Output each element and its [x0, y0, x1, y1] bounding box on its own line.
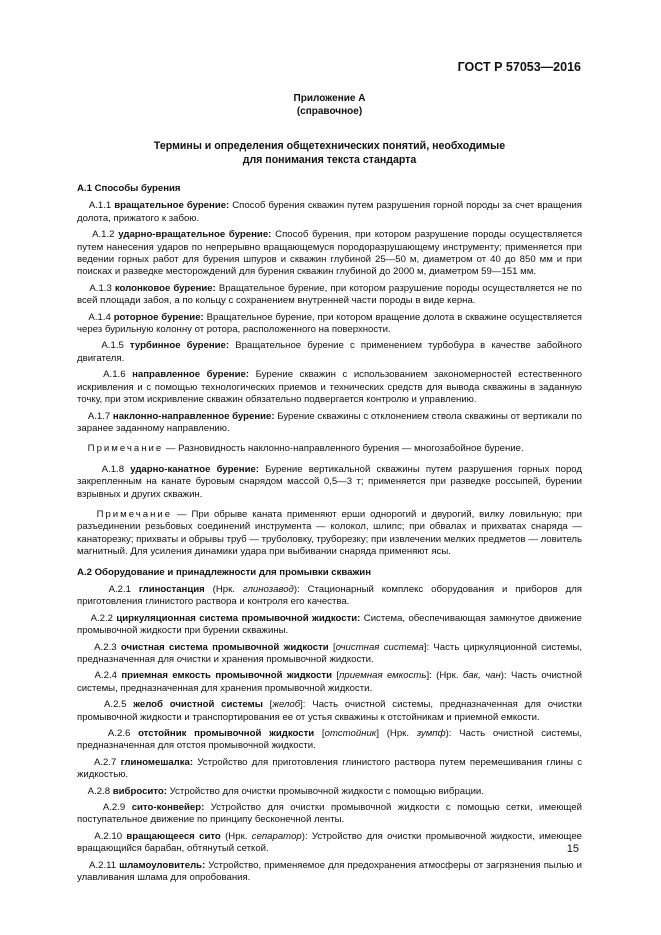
entry-number: А.2.4	[94, 670, 117, 682]
term-definition: Устройство для очистки промывочной жидкости с помощью вибрации.	[169, 785, 484, 797]
term-prefix: (Нрк.	[204, 583, 243, 595]
term-definition: Устройство для очистки промывочной жидкости с помощью сетки, имеющей поступательное движение по принципу бесконечной ленты.	[77, 802, 582, 826]
section-heading-a2: А.2 Оборудование и принадлежности для промывки скважин	[77, 566, 371, 578]
term-definition: Система, обеспечивающая замкнутое движение промывочной жидкости при бурении скважины.	[77, 612, 582, 637]
entry-number: А.2.5	[104, 699, 127, 711]
term-definition: ]: Часть очистной системы, предназначенная для очистки промывочной жидкости и транспортирования ее от устья скважины к отстойникам и приемной емкости.	[77, 699, 582, 723]
entry-number: А.2.11	[89, 859, 117, 871]
entry-number: А.2.8	[87, 785, 111, 797]
entry-number: А.1.5	[101, 340, 124, 352]
term-name: направленное бурение:	[132, 369, 250, 381]
term-synonym: зумпф	[416, 728, 446, 740]
term-name: глиностанция	[138, 583, 205, 595]
document-title-line-2: для понимания текста стандарта	[242, 154, 417, 166]
term-prefix: [	[332, 670, 340, 682]
term-entry-a1-4	[77, 312, 582, 337]
term-short-form: очистная система	[335, 641, 424, 653]
entry-number: А.1.1	[88, 200, 112, 212]
term-entry-a2-9	[77, 802, 582, 827]
term-definition: ): Часть очистной системы, предназначенная для отстоя промывочной жидкости.	[77, 728, 582, 752]
entry-number: А.1.3	[89, 282, 112, 294]
term-entry-a1-2	[77, 229, 582, 279]
term-prefix: (Нрк.	[220, 830, 252, 842]
note-text: — Разновидность наклонно-направленного бурения — многозабойное бурение.	[163, 443, 524, 455]
term-name: приемная емкость промывочной жидкости	[121, 670, 333, 682]
term-short-form: отстойник	[324, 728, 377, 740]
term-entry-a2-6	[77, 728, 582, 753]
term-entry-a1-7	[77, 411, 582, 436]
term-definition: Вращательное бурение с применением турбобура в качестве забойного двигателя.	[77, 340, 582, 364]
note-2	[77, 509, 582, 559]
standard-designation: ГОСТ Р 57053—2016	[457, 60, 581, 74]
term-synonym: сепаратор	[251, 830, 302, 842]
term-entry-a1-5	[77, 340, 582, 365]
term-prefix: [	[262, 699, 273, 711]
term-definition: ]: Часть циркуляционной системы, предназначенная для очистки и хранения промывочной жидкости.	[77, 641, 582, 665]
term-entry-a2-4	[77, 670, 582, 695]
page-content	[77, 82, 582, 889]
entry-number: А.2.9	[102, 802, 126, 814]
term-definition: Бурение скважин с использованием закономерностей естественного искривления и с помощью технологических приемов и технических средств для вывода скважины в заданную точку, при этом искривление скважин обязательно подвергается контролю и управлению.	[77, 369, 583, 406]
term-name: наклонно-направленное бурение:	[112, 410, 275, 422]
term-name: роторное бурение:	[113, 311, 204, 323]
appendix-subtitle: (справочное)	[296, 106, 363, 117]
term-definition: ): Устройство для очистки промывочной жидкости, имеющее вращающийся барабан, обтянутый сеткой.	[77, 830, 582, 855]
term-entry-a2-5	[77, 699, 582, 724]
term-entry-a2-3	[77, 642, 582, 667]
term-entry-a2-7	[77, 757, 582, 782]
term-definition: Устройство, применяемое для предохранения атмосферы от загрязнения пылью и улавливания шлама для опробования.	[77, 859, 582, 884]
term-entry-a2-10	[77, 831, 582, 856]
entry-number: А.2.10	[94, 830, 123, 842]
term-name: отстойник промывочной жидкости	[138, 728, 315, 740]
term-name: колонковое бурение:	[114, 282, 216, 294]
term-name: желоб очистной системы	[133, 699, 263, 711]
term-definition: Вращательное бурение, при котором разрушение породы осуществляется не по всей площади забоя, а по кольцу с сохранением внутренней части породы в виде керна.	[77, 282, 582, 307]
term-entry-a2-2	[77, 613, 582, 638]
term-middle: ] (Нрк.	[376, 728, 417, 740]
term-name: циркуляционная система промывочной жидкости:	[116, 612, 361, 624]
term-entry-a2-11	[77, 860, 582, 885]
term-short-form: желоб	[272, 699, 301, 711]
note-label: Примечание	[96, 508, 173, 520]
term-name: очистная система промывочной жидкости	[120, 641, 329, 653]
note-text: — При обрыве каната применяют ерши однорогий и двурогий, вилку ловильную; при разъединении резьбовых соединений инструмента — колокол, шлипс; при обвалах и прихватах снаряда — канаторезку; прихваты и обрывы труб — труболовку, труборезку; при извлечении мелких предметов — ловитель магнитный. Для усиления динамики удара при выбивании снаряда применяют ясы.	[77, 508, 583, 558]
appendix-title: Приложение А	[293, 93, 366, 104]
document-title	[77, 139, 582, 167]
term-definition: ): Стационарный комплекс оборудования и приборов для приготовления глинистого раствора и контроля его качества.	[77, 583, 583, 608]
entry-number: А.2.3	[94, 641, 117, 653]
entry-number: А.1.4	[88, 311, 111, 323]
term-definition: ): Часть очистной системы, предназначенная для хранения промывочной жидкости.	[77, 670, 582, 694]
entry-number: А.1.2	[92, 229, 115, 241]
entry-number: А.1.6	[103, 369, 126, 381]
term-entry-a2-8	[77, 786, 582, 798]
term-name: турбинное бурение:	[129, 340, 230, 352]
note-1	[77, 443, 582, 455]
term-definition: Способ бурения скважин путем разрушения горной породы за счет вращения долота, прижатого к забою.	[77, 200, 582, 224]
term-name: сито-конвейер:	[131, 802, 205, 814]
entry-number: А.2.2	[90, 612, 113, 624]
term-prefix: [	[328, 641, 336, 653]
term-name: вибросито:	[112, 785, 167, 797]
appendix-heading	[77, 92, 582, 118]
term-name: вращательное бурение:	[114, 200, 230, 212]
entry-number: А.1.7	[87, 410, 111, 422]
term-definition: Бурение скважины с отклонением ствола скважины от вертикали по заранее заданному направлению.	[77, 410, 582, 434]
term-entry-a2-1	[77, 584, 582, 609]
entry-number: А.2.6	[107, 728, 131, 740]
term-synonym: глинозавод	[242, 583, 294, 595]
term-entry-a1-3	[77, 283, 582, 308]
term-synonym: бак, чан	[462, 670, 501, 682]
term-definition: Бурение вертикальной скважины путем разрушения горных пород закрепленным на канате буровым снарядом массой 0,5—3 т; применяется при разведке россыпей, бурении взрывных и других скважин.	[77, 463, 583, 500]
term-name: шламоуловитель:	[119, 859, 206, 871]
entry-number: А.1.8	[101, 463, 125, 475]
term-middle: ]: (Нрк.	[426, 670, 463, 682]
term-name: ударно-вращательное бурение:	[118, 229, 272, 241]
term-definition: Устройство для приготовления глинистого раствора путем перемешивания глины с жидкостью.	[77, 756, 583, 781]
term-name: глиномешалка:	[120, 756, 194, 768]
term-name: ударно-канатное бурение:	[130, 463, 259, 475]
term-prefix: [	[314, 728, 325, 740]
section-heading-a1: А.1 Способы бурения	[77, 183, 181, 194]
entry-number: А.2.1	[108, 583, 131, 595]
term-short-form: приемная емкость	[339, 670, 427, 682]
term-entry-a1-6	[77, 369, 582, 406]
term-definition: Вращательное бурение, при котором вращение долота в скважине осуществляется через бурильную колонну от ротора, расположенного на поверхности.	[77, 311, 582, 336]
term-entry-a1-8	[77, 464, 582, 501]
entry-number: А.2.7	[93, 756, 117, 768]
term-name: вращающееся сито	[126, 830, 221, 842]
document-title-line-1: Термины и определения общетехнических понятий, необходимые	[153, 140, 506, 152]
note-label: Примечание	[87, 443, 164, 455]
term-definition: Способ бурения, при котором разрушение породы осуществляется путем нанесения ударов по непрерывно вращающемуся породоразрушающему инструменту; применяется при ведении горных работ для бурения шпуров и скважин глубиной 25—50 м, диаметром от 40 до 850 мм и при поисках и разведке месторождений для бурения скважин глубиной до 2000 м, диаметром 59—151 мм.	[77, 229, 583, 278]
page-number: 15	[566, 843, 579, 855]
term-entry-a1-1	[77, 200, 582, 225]
